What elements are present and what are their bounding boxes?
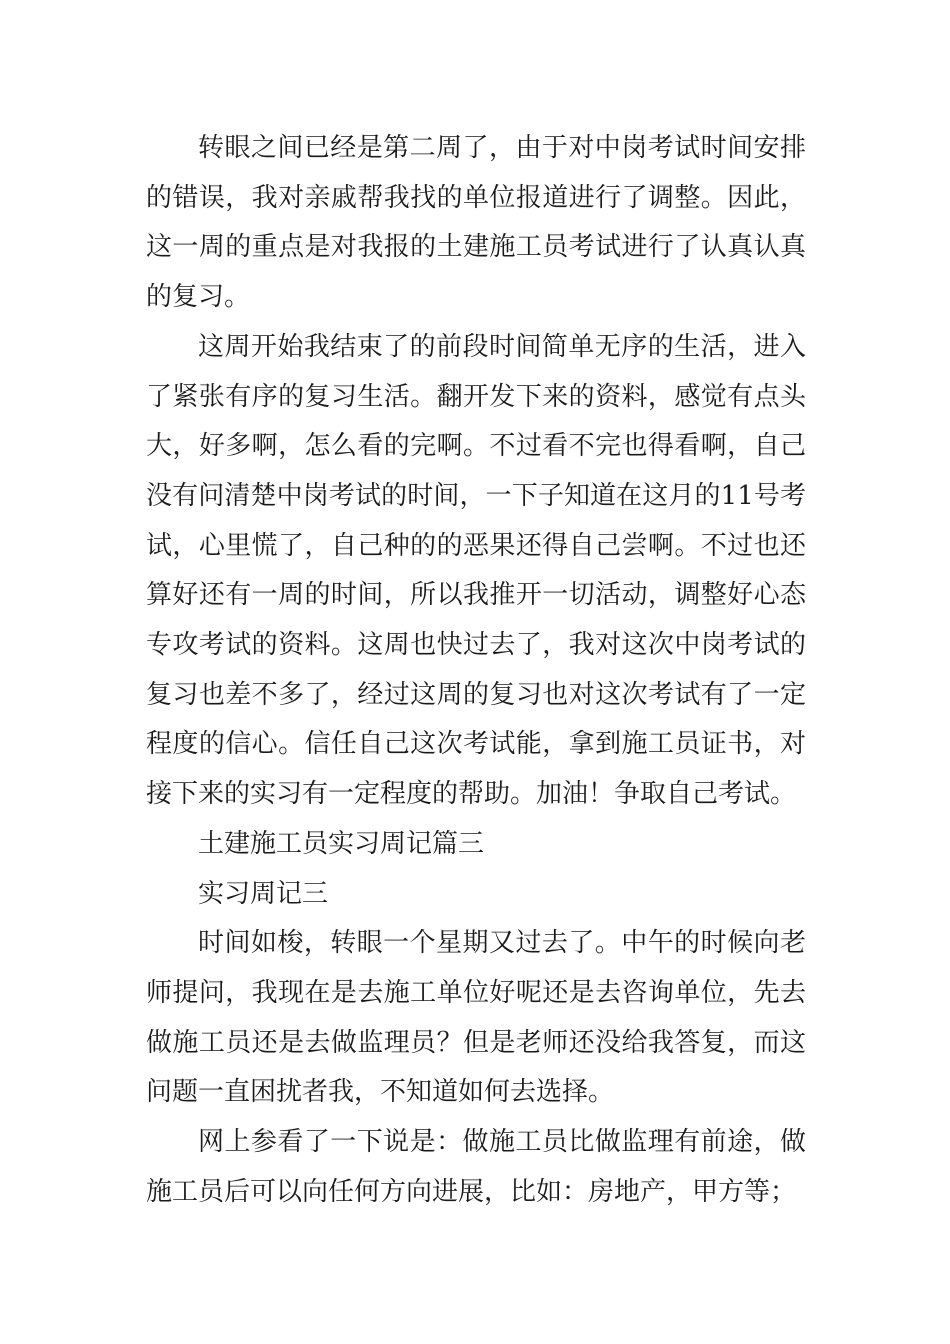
paragraph: 转眼之间已经是第二周了，由于对中岗考试时间安排的错误，我对亲戚帮我找的单位报道进行了调整。因此，这一周的重点是对我报的土建施工员考试进行了认真认真的复习。	[146, 133, 806, 313]
subsection-heading: 实习周记三	[198, 878, 329, 909]
section-heading: 土建施工员实习周记篇三	[198, 828, 485, 859]
paragraph: 这周开始我结束了的前段时间简单无序的生活，进入了紧张有序的复习生活。翻开发下来的资料，感觉有点头大，好多啊，怎么看的完啊。不过看不完也得看啊，自己没有问清楚中岗考试的时间，一下子知道在这月的11号考试，心里慌了，自己种的的恶果还得自己尝啊。不过也还算好还有一周的时间，所以我推开一切活动，调整好心态专攻考试的资料。这周也快过去了，我对这次中岗考试的复习也差不多了，经过这周的复习也对这次考试有了一定程度的信心。信任自己这次考试能，拿到施工员证书，对接下来的实习有一定程度的帮助。加油！争取自己考试。	[146, 331, 806, 810]
paragraph: 时间如梭，转眼一个星期又过去了。中午的时候向老师提问，我现在是去施工单位好呢还是去咨询单位，先去做施工员还是去做监理员？但是老师还没给我答复，而这问题一直困扰者我，不知道如何去选择。	[146, 928, 806, 1108]
paragraph: 网上参看了一下说是：做施工员比做监理有前途，做施工员后可以向任何方向进展，比如：房地产，甲方等；	[146, 1127, 806, 1207]
document-body	[146, 124, 806, 1217]
